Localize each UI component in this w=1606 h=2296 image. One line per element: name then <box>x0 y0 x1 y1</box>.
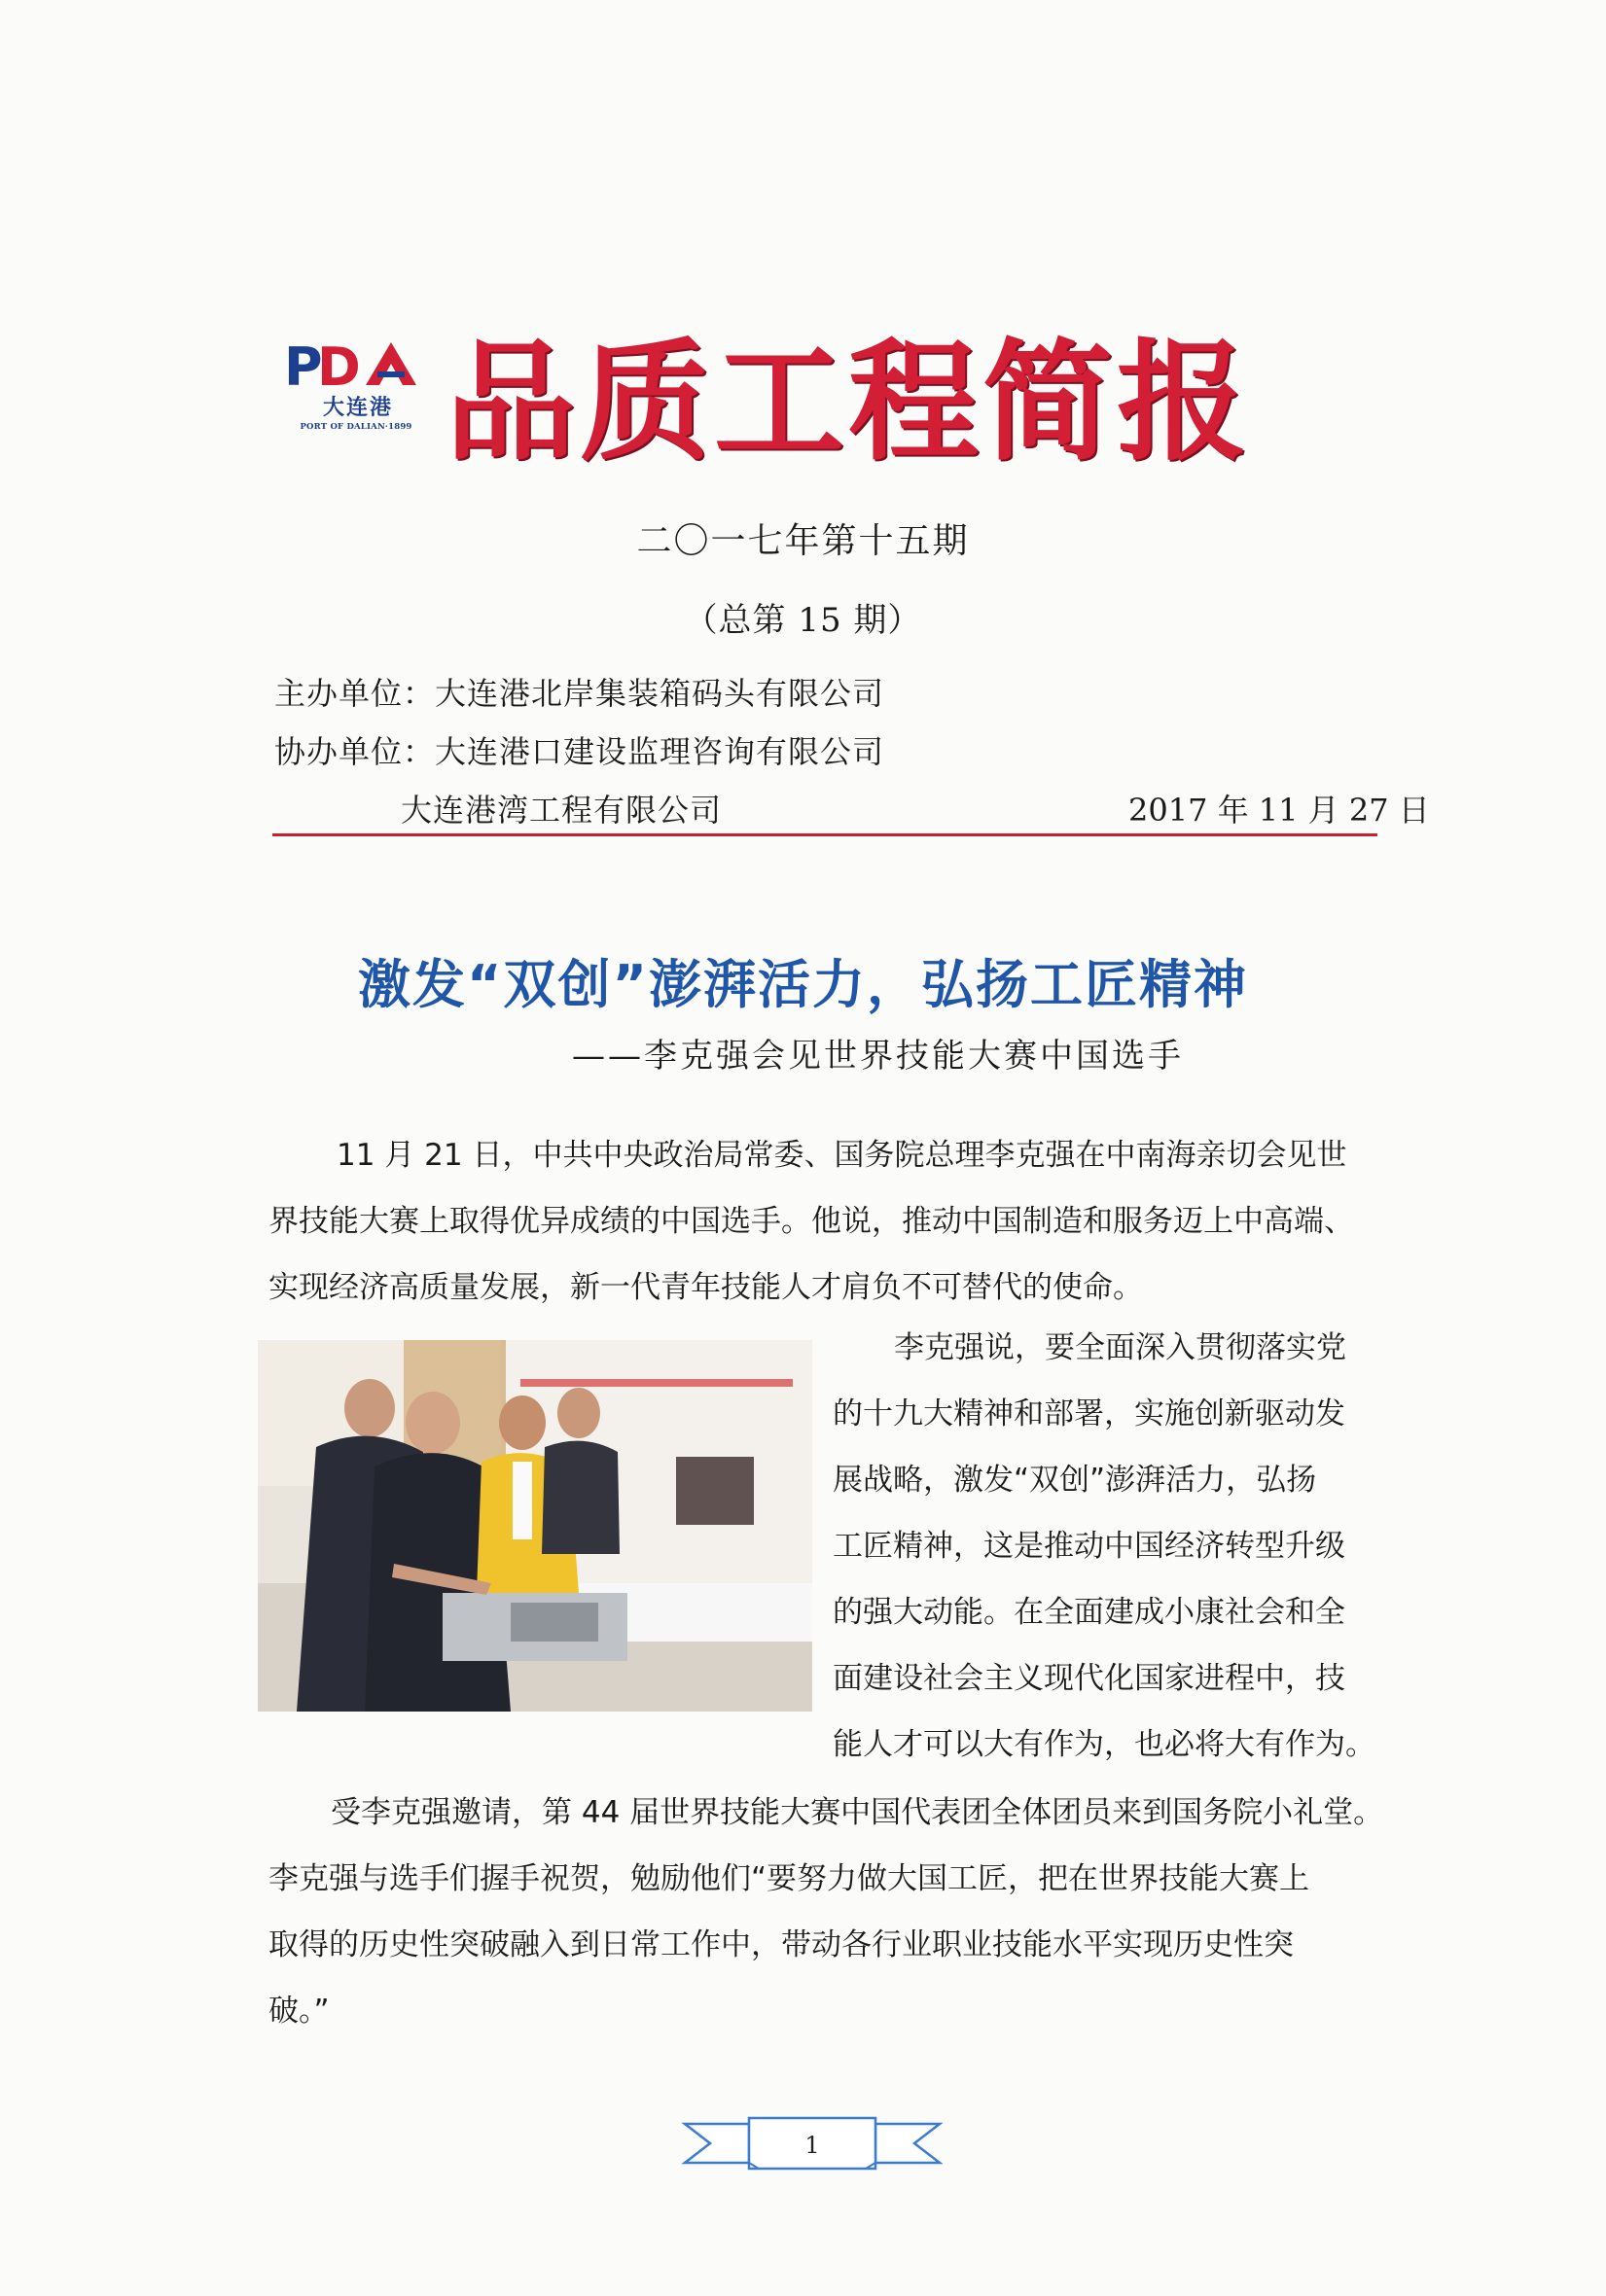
page-number-ribbon <box>681 2108 944 2178</box>
host-organization: 主办单位：大连港北岸集装箱码头有限公司 <box>274 675 885 712</box>
paragraph-2-line-6: 面建设社会主义现代化国家进程中，技 <box>833 1661 1345 1696</box>
co-host-organization-1: 协办单位：大连港口建设监理咨询有限公司 <box>274 733 885 770</box>
page-number: 1 <box>804 2132 820 2159</box>
logo-a-mark <box>366 342 416 385</box>
publish-date: 2017 年 11 月 27 日 <box>1128 792 1430 829</box>
paragraph-1-line-1: 11 月 21 日，中共中央政治局常委、国务院总理李克强在中南海亲切会见世 <box>337 1138 1347 1173</box>
paragraph-2-line-3: 展战略，激发“双创”澎湃活力，弘扬 <box>833 1463 1317 1498</box>
total-issue-line: （总第 15 期） <box>684 601 922 640</box>
paragraph-2-line-1: 李克强说，要全面深入贯彻落实党 <box>894 1330 1346 1365</box>
paragraph-3-line-3: 取得的历史性突破融入到日常工作中，带动各行业职业技能水平实现历史性突 <box>268 1927 1294 1962</box>
logo-p-letter: P <box>284 336 323 391</box>
article-title: 激发“双创”澎湃活力，弘扬工匠精神 <box>358 954 1248 1015</box>
paragraph-2-line-4: 工匠精神，这是推动中国经济转型升级 <box>833 1529 1345 1564</box>
masthead-title: 品质工程简报 <box>446 325 1252 478</box>
news-photo <box>258 1340 812 1712</box>
paragraph-2-line-5: 的强大动能。在全面建成小康社会和全 <box>833 1595 1345 1630</box>
logo-english-name: PORT OF DALIAN·1899 <box>300 422 412 432</box>
logo-d-letter: D <box>317 336 361 391</box>
ppa-logo-mark <box>284 336 428 391</box>
paragraph-1-line-2: 界技能大赛上取得优异成绩的中国选手。他说，推动中国制造和服务迈上中高端、 <box>268 1204 1354 1239</box>
article-subtitle: ——李克强会见世界技能大赛中国选手 <box>572 1037 1184 1076</box>
paragraph-3-line-1: 受李克强邀请，第 44 届世界技能大赛中国代表团全体团员来到国务院小礼堂。 <box>331 1795 1384 1830</box>
co-host-organization-2: 大连港湾工程有限公司 <box>401 792 723 829</box>
issue-line: 二〇一七年第十五期 <box>636 521 970 561</box>
ribbon-banner <box>681 2108 944 2178</box>
paragraph-1-line-3: 实现经济高质量发展，新一代青年技能人才肩负不可替代的使命。 <box>268 1270 1143 1305</box>
logo-chinese-name: 大连港 <box>322 396 393 420</box>
logo-a-bar <box>377 371 405 377</box>
paragraph-2-line-2: 的十九大精神和部署，实施创新驱动发 <box>833 1396 1345 1431</box>
paragraph-3-line-2: 李克强与选手们握手祝贺，勉励他们“要努力做大国工匠，把在世界技能大赛上 <box>268 1861 1310 1896</box>
port-logo <box>284 336 428 440</box>
paragraph-3-line-4: 破。” <box>268 1994 330 2029</box>
photo-illustration <box>258 1340 812 1712</box>
paragraph-2-line-7: 能人才可以大有作为，也必将大有作为。 <box>833 1727 1375 1762</box>
header-divider <box>272 833 1377 836</box>
